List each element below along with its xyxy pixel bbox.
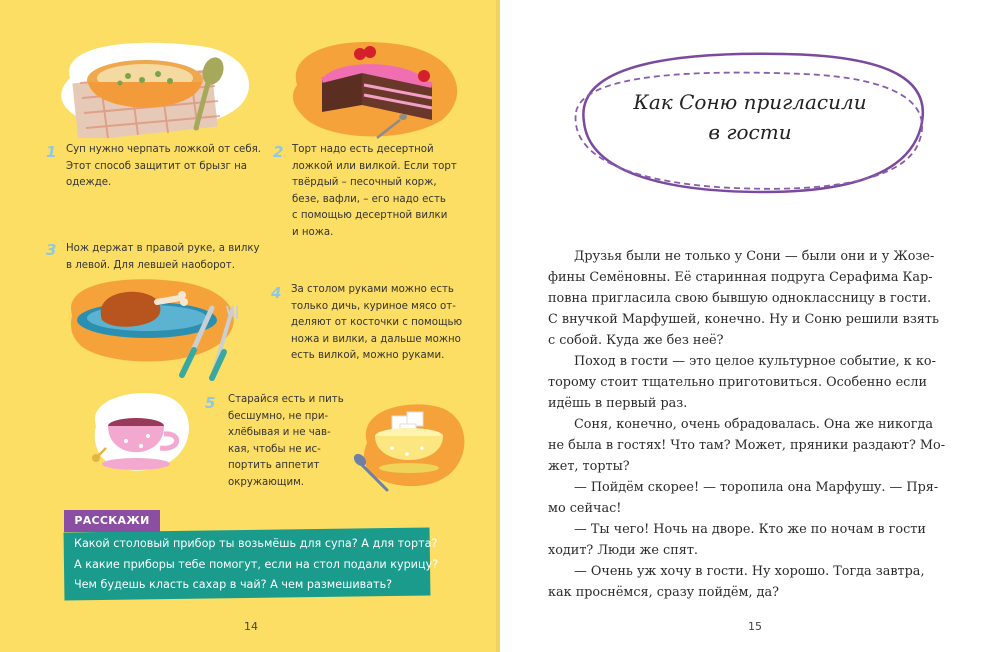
text-line: ходит? Люди же спят. <box>548 543 698 558</box>
tip-text-1: Суп нужно черпать ложкой от себя. Этот способ защитит от брызг на одежде. <box>66 144 261 188</box>
tip-number-1: 1 <box>46 143 57 161</box>
text-line: как проснёмся, сразу пойдём, да? <box>548 585 779 600</box>
paragraph-6 <box>548 561 948 603</box>
paragraph-1 <box>548 246 948 351</box>
text-line: не была в гостях! Что там? Может, пряники раздают? Мо- <box>548 438 946 453</box>
tip-text-4: За столом руками можно есть только дичь, куриное мясо от- деляют от косточки с помощью ножа и вилки, а дальше можно есть вилкой, можно руками. <box>291 284 463 361</box>
cake-illustration <box>282 40 472 140</box>
tip-number-4: 4 <box>271 284 282 302</box>
tell-question-2: А какие приборы тебе помогут, если на стол подали курицу? <box>74 558 439 571</box>
chapter-title-line-2: в гости <box>708 120 792 144</box>
tea-illustration <box>86 386 196 481</box>
page-number-right: 15 <box>748 620 762 633</box>
text-line: с собой. Куда же без неё? <box>548 333 724 348</box>
paragraph-3 <box>548 414 948 477</box>
text-line: — Ты чего! Ночь на дворе. Кто же по ночам в гости <box>574 522 926 537</box>
tip-text-3: Нож держат в правой руке, а вилку в левой. Для левшей наоборот. <box>66 243 260 271</box>
paragraph-4 <box>548 477 948 519</box>
text-line: С внучкой Марфушей, конечно. Ну и Соню решили взять <box>548 312 939 327</box>
text-line: Поход в гости — это целое культурное событие, к ко- <box>574 354 936 369</box>
paragraph-2 <box>548 351 948 414</box>
tip-text-5: Старайся есть и пить бесшумно, не при- хлёбывая и не чав- кая, чтобы не ис- портить аппетит окружающим. <box>228 394 344 488</box>
text-line: торому стоит тщательно приготовиться. Особенно если <box>548 375 927 390</box>
text-line: повна пригласила свою бывшую одноклассницу в гости. <box>548 291 932 306</box>
tip-number-3: 3 <box>46 241 57 259</box>
text-line: — Очень уж хочу в гости. Ну хорошо. Тогда завтра, <box>574 564 925 579</box>
tell-question-3: Чем будешь класть сахар в чай? А чем размешивать? <box>74 578 393 591</box>
text-line: фины Семёновны. Её старинная подруга Серафима Кар- <box>548 270 933 285</box>
text-line: Соня, конечно, очень обрадовалась. Она же никогда <box>574 417 933 432</box>
text-line: мо сейчас! <box>548 501 622 516</box>
tell-question-1: Какой столовый прибор ты возьмёшь для супа? А для торта? <box>74 537 438 550</box>
text-line: идёшь в первый раз. <box>548 396 688 411</box>
right-page <box>500 0 1000 652</box>
page-number-left: 14 <box>244 620 258 633</box>
chicken-illustration <box>62 270 252 385</box>
tip-number-5: 5 <box>205 394 216 412</box>
tell-label: РАССКАЖИ <box>64 510 160 532</box>
tip-number-2: 2 <box>273 143 284 161</box>
paragraph-5 <box>548 519 948 561</box>
chapter-title-line-1: Как Соню пригласили <box>633 90 867 114</box>
tip-text-2: Торт надо есть десертной ложкой или вилкой. Если торт твёрдый – песочный корж, безе, вафли, – его надо есть с помощью десертной вилки и ножа. <box>292 144 457 238</box>
text-line: жет, торты? <box>548 459 630 474</box>
sugar-illustration <box>352 398 472 498</box>
soup-illustration <box>50 38 260 138</box>
text-line: — Пойдём скорее! — торопила она Марфушу. — Пря- <box>574 480 939 495</box>
text-line: Друзья были не только у Сони — были они и у Жозе- <box>574 249 935 264</box>
